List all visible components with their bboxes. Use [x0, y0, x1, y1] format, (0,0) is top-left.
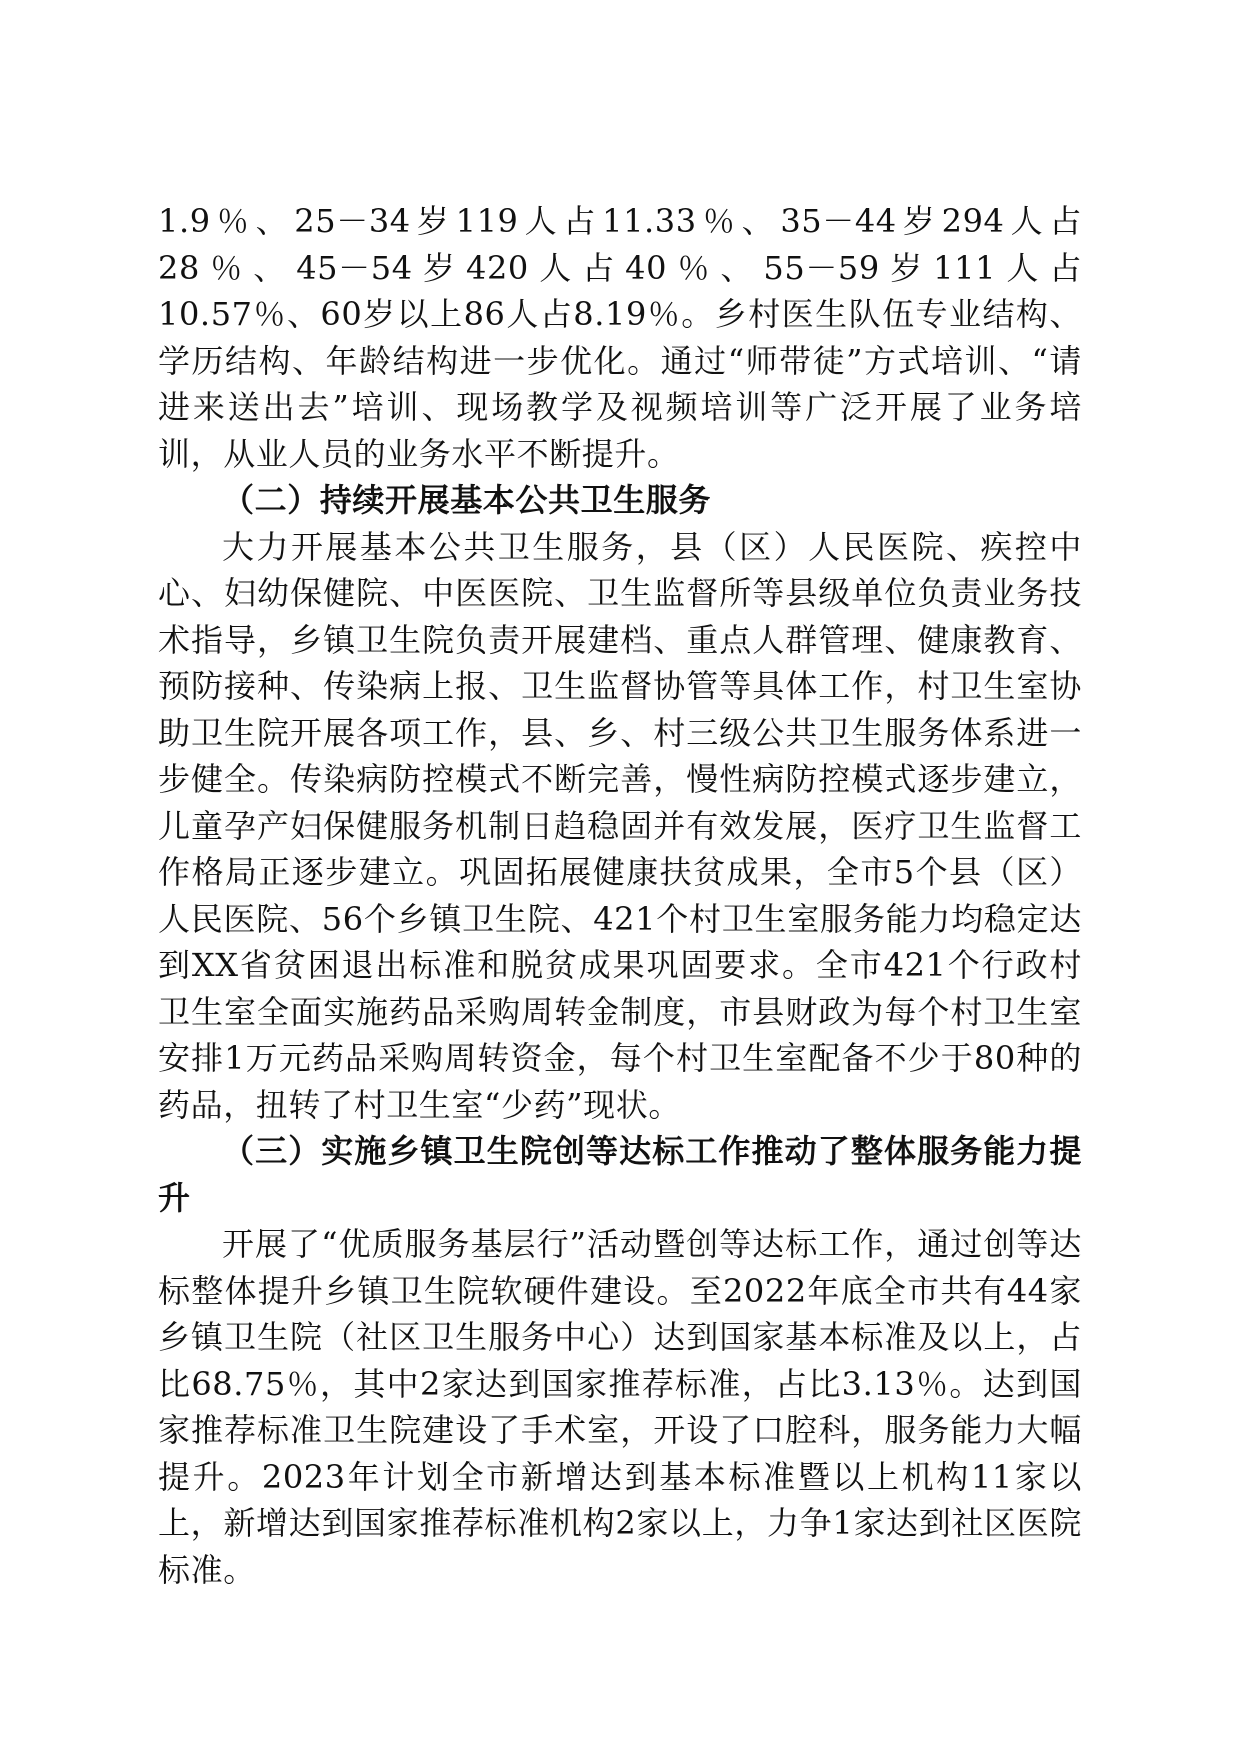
paragraph-village-doctor-age-structure: 1.9％、25－34岁119人占11.33％、35－44岁294人占28％、45－54岁420人占40％、55－59岁111人占10.57％、60岁以上86人占8.19％。乡村医生队伍专业结构、学历结构、年龄结构进一步优化。通过“师带徒”方式培训、“请进来送出去”培训、现场教学及视频培训等广泛开展了业务培训，从业人员的业务水平不断提升。	[158, 202, 1082, 473]
section-heading-township-hospital-standards: （三）实施乡镇卫生院创等达标工作推动了整体服务能力提升	[158, 1132, 1082, 1217]
section-heading-public-health-services: （二）持续开展基本公共卫生服务	[222, 481, 712, 519]
paragraph-township-hospital-standards: 开展了“优质服务基层行”活动暨创等达标工作，通过创等达标整体提升乡镇卫生院软硬件建设。至2022年底全市共有44家乡镇卫生院（社区卫生服务中心）达到国家基本标准及以上，占比68.75％，其中2家达到国家推荐标准，占比3.13％。达到国家推荐标准卫生院建设了手术室，开设了口腔科，服务能力大幅提升。2023年计划全市新增达到基本标准暨以上机构11家以上，新增达到国家推荐标准机构2家以上，力争1家达到社区医院标准。	[158, 1225, 1082, 1589]
paragraph-public-health-services: 大力开展基本公共卫生服务，县（区）人民医院、疾控中心、妇幼保健院、中医医院、卫生监督所等县级单位负责业务技术指导，乡镇卫生院负责开展建档、重点人群管理、健康教育、预防接种、传染病上报、卫生监督协管等具体工作，村卫生室协助卫生院开展各项工作，县、乡、村三级公共卫生服务体系进一步健全。传染病防控模式不断完善，慢性病防控模式逐步建立，儿童孕产妇保健服务机制日趋稳固并有效发展，医疗卫生监督工作格局正逐步建立。巩固拓展健康扶贫成果，全市5个县（区）人民医院、56个乡镇卫生院、421个村卫生室服务能力均稳定达到XX省贫困退出标准和脱贫成果巩固要求。全市421个行政村卫生室全面实施药品采购周转金制度，市县财政为每个村卫生室安排1万元药品采购周转资金，每个村卫生室配备不少于80种的药品，扭转了村卫生室“少药”现状。	[158, 527, 1082, 1124]
document-page	[158, 198, 1082, 1593]
